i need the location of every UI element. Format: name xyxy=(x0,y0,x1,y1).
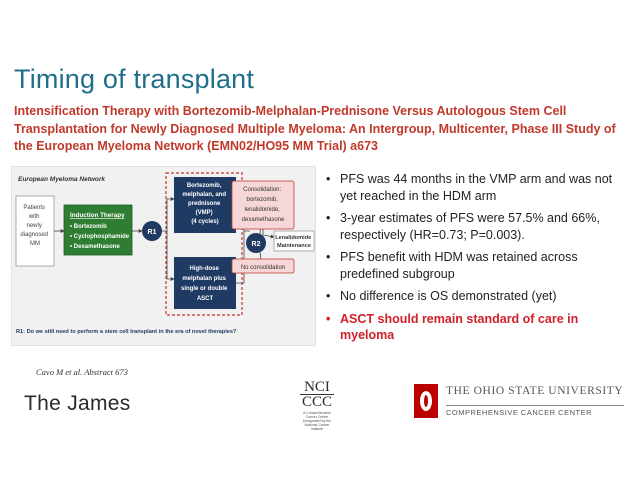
vmp-line: Bortezomib, xyxy=(186,183,222,189)
osu-logo xyxy=(414,383,629,423)
nci-logo-top: NCI xyxy=(304,379,330,395)
maintenance-line: Lenalidomide xyxy=(275,235,312,241)
induction-item: • Cyclophosphamide xyxy=(70,234,130,240)
vmp-line: melphalan, and xyxy=(182,192,227,198)
nci-ccc-logo xyxy=(300,380,334,430)
patients-line: diagnosed xyxy=(20,232,49,238)
patients-line: newly xyxy=(26,223,42,229)
trial-design-svg xyxy=(12,167,317,347)
vmp-line: (4 cycles) xyxy=(191,219,219,225)
vmp-line: (VMP) xyxy=(195,210,213,216)
trial-design-diagram xyxy=(11,166,316,346)
hdm-line: ASCT xyxy=(196,296,214,302)
slide-title: Timing of transplant xyxy=(14,64,255,94)
patients-line: Patients xyxy=(23,205,46,211)
vmp-line: prednisone xyxy=(187,201,221,207)
nci-logo-bottom: CCC xyxy=(301,394,332,410)
network-label: European Myeloma Network xyxy=(18,176,106,183)
block-o-icon xyxy=(414,384,438,418)
r2-label: R2 xyxy=(251,241,261,248)
finding-bullet: • PFS was 44 months in the VMP arm and was not yet reached in the HDM arm xyxy=(326,171,626,204)
consolidation-line: lenalidomide, xyxy=(244,207,280,213)
arrow xyxy=(263,235,274,237)
arrow xyxy=(236,231,244,283)
consolidation-line: dexamethasone xyxy=(241,217,285,223)
osu-subtitle: COMPREHENSIVE CANCER CENTER xyxy=(446,405,624,417)
patients-line: with xyxy=(28,214,40,220)
finding-bullet: • No difference is OS demonstrated (yet) xyxy=(326,288,626,305)
patients-line: MM xyxy=(30,241,40,247)
finding-bullet: • PFS benefit with HDM was retained across predefined subgroup xyxy=(326,249,626,282)
hdm-line: High-dose xyxy=(189,266,219,272)
maintenance-line: Maintenance xyxy=(277,243,311,249)
finding-bullet: • 3-year estimates of PFS were 57.5% and 66%, respectively (HR=0.73; P=0.003). xyxy=(326,210,626,243)
hdm-line: single or double xyxy=(180,286,228,292)
osu-name: THE OHIO STATE UNIVERSITY xyxy=(446,385,624,397)
diagram-question: R1: Do we still need to perform a stem cell transplant in the era of novel therapies? xyxy=(16,329,237,335)
induction-item: • Dexamethasone xyxy=(70,244,120,250)
r1-label: R1 xyxy=(147,229,157,236)
the-james-logo: The James xyxy=(24,392,131,415)
hdm-line: melphalan plus xyxy=(182,276,227,282)
induction-item: • Bortezomib xyxy=(70,224,107,230)
citation: Cavo M et al. Abstract 673 xyxy=(36,367,128,377)
arrow xyxy=(167,231,174,279)
arrow xyxy=(162,199,174,231)
nci-logo-caption: A Comprehensive Cancer Center Designated by the National Cancer Institute xyxy=(302,411,332,431)
consolidation-line: bortezomib, xyxy=(246,197,278,203)
findings-list xyxy=(326,171,626,350)
consolidation-line: Consolidation: xyxy=(243,187,282,193)
no-consolidation-label: No consolidation xyxy=(240,265,286,271)
finding-bullet-emphasis: • ASCT should remain standard of care in myeloma xyxy=(326,311,626,344)
induction-title: Induction Therapy xyxy=(70,212,125,219)
slide-subtitle: Intensification Therapy with Bortezomib-Melphalan-Prednisone Versus Autologous Stem Cell Transplantation for Newly Diagnosed Multiple Myeloma: An Intergroup, Multicenter, Phase III Study of the European Myeloma Network (EMN02/HO95 MM Trial) a673 xyxy=(14,104,616,153)
